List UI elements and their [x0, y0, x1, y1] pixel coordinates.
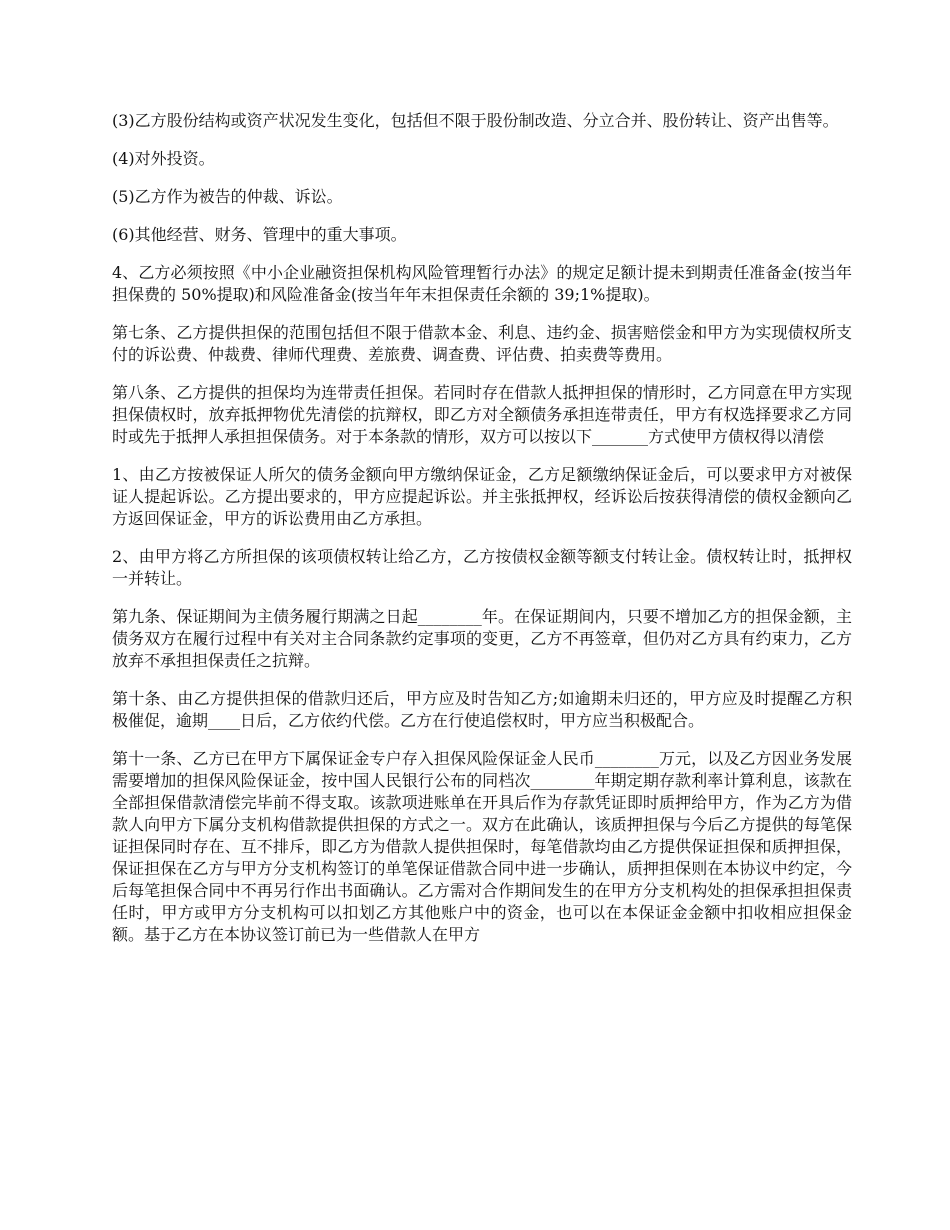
- clause-3-shareholding-change: (3)乙方股份结构或资产状况发生变化，包括但不限于股份制改造、分立合并、股份转让、资产出售等。: [112, 111, 839, 130]
- clause-6-other-matters: (6)其他经营、财务、管理中的重大事项。: [112, 225, 407, 244]
- option-1-deposit: 1、由乙方按被保证人所欠的债务金额向甲方缴纳保证金，乙方足额缴纳保证金后，可以要求甲方对被保证人提起诉讼。乙方提出要求的，甲方应提起诉讼。并主张抵押权，经诉讼后按获得清偿的债权金额向乙方返回保证金，甲方的诉讼费用由乙方承担。: [112, 465, 852, 528]
- clause-5-litigation: (5)乙方作为被告的仲裁、诉讼。: [112, 187, 343, 206]
- article-9-guarantee-period: 第九条、保证期间为主债务履行期满之日起________年。在保证期间内，只要不增加乙方的担保金额，主债务双方在履行过程中有关对主合同条款约定事项的变更，乙方不再签章，但仍对乙方具有约束力，乙方放弃不承担担保责任之抗辩。: [112, 607, 852, 670]
- option-2-transfer: 2、由甲方将乙方所担保的该项债权转让给乙方，乙方按债权金额等额支付转让金。债权转让时，抵押权一并转让。: [112, 547, 852, 588]
- article-11-security-deposit: 第十一条、乙方已在甲方下属保证金专户存入担保风险保证金人民币________万元，以及乙方因业务发展需要增加的担保风险保证金，按中国人民银行公布的同档次________年期定期存款利率计算利息，该款在全部担保借款清偿完毕前不得支取。该款项进账单在开具后作为存款凭证即时质押给甲方，作为乙方为借款人向甲方下属分支机构借款提供担保的方式之一。双方在此确认，该质押担保与今后乙方提供的每笔保证担保同时存在、互不排斥，即乙方为借款人提供担保时，每笔借款均由乙方提供保证担保和质押担保，保证担保在乙方与甲方分支机构签订的单笔保证借款合同中进一步确认，质押担保则在本协议中约定，今后每笔担保合同中不再另行作出书面确认。乙方需对合作期间发生的在甲方分支机构处的担保承担担保责任时，甲方或甲方分支机构可以扣划乙方其他账户中的资金，也可以在本保证金金额中扣收相应担保金额。基于乙方在本协议签订前已为一些借款人在甲方: [112, 749, 852, 944]
- article-8-joint-liability: 第八条、乙方提供的担保均为连带责任担保。若同时存在借款人抵押担保的情形时，乙方同意在甲方实现担保债权时，放弃抵押物优先清偿的抗辩权，即乙方对全额债务承担连带责任，甲方有权选择要求乙方同时或先于抵押人承担担保债务。对于本条款的情形，双方可以按以下_______方式使甲方债权得以清偿: [112, 383, 852, 446]
- article-10-repayment-notice: 第十条、由乙方提供担保的借款归还后，甲方应及时告知乙方;如逾期未归还的，甲方应及时提醒乙方积极催促，逾期____日后，乙方依约代偿。乙方在行使追偿权时，甲方应当积极配合。: [112, 689, 852, 730]
- document-page: [112, 110, 852, 962]
- item-4-reserve-fund: 4、乙方必须按照《中小企业融资担保机构风险管理暂行办法》的规定足额计提未到期责任准备金(按当年担保费的 50%提取)和风险准备金(按当年年末担保责任余额的 39;1%提取)。: [112, 263, 852, 304]
- article-7-guarantee-scope: 第七条、乙方提供担保的范围包括但不限于借款本金、利息、违约金、损害赔偿金和甲方为实现债权所支付的诉讼费、仲裁费、律师代理费、差旅费、调查费、评估费、拍卖费等费用。: [112, 323, 852, 364]
- clause-4-external-investment: (4)对外投资。: [112, 149, 215, 168]
